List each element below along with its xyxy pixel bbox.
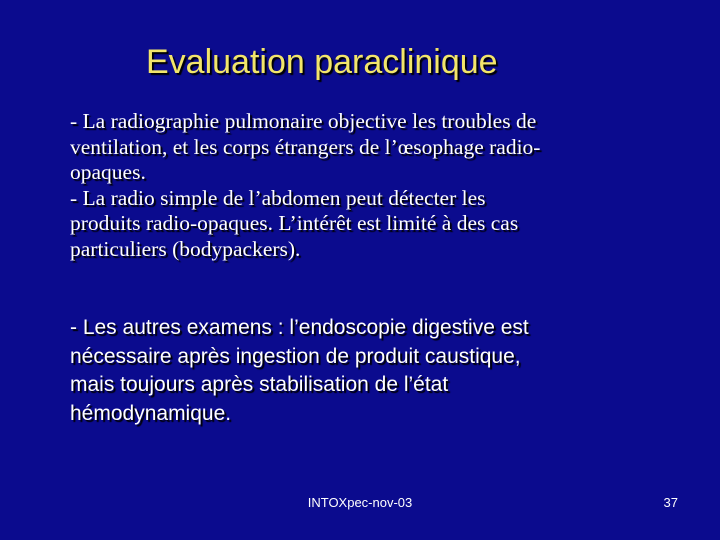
- text-line: - La radiographie pulmonaire objective les troubles de: [70, 109, 537, 133]
- text-line: opaques.: [70, 160, 146, 185]
- text-line: ventilation, et les corps étrangers de l’œsophage radio-: [70, 134, 541, 159]
- text-line: produits radio-opaques. L’intérêt est limité à des cas: [70, 211, 519, 236]
- text-line: - Les autres examens : l’endoscopie digestive est: [70, 316, 529, 339]
- page-number: 37: [663, 495, 678, 510]
- text-line: mais toujours après stabilisation de l’état: [70, 373, 449, 396]
- text-line: hémodynamique.: [70, 401, 232, 425]
- footer-text: INTOXpec-nov-03: [307, 495, 413, 510]
- paragraph-endoscopy: [70, 314, 670, 428]
- paragraph-radiography: [70, 109, 670, 263]
- slide-title: Evaluation paraclinique: [146, 43, 498, 81]
- text-line: particuliers (bodypackers).: [70, 236, 301, 261]
- text-line: - La radio simple de l’abdomen peut détecter les: [70, 185, 486, 210]
- text-line: nécessaire après ingestion de produit caustique,: [70, 344, 521, 368]
